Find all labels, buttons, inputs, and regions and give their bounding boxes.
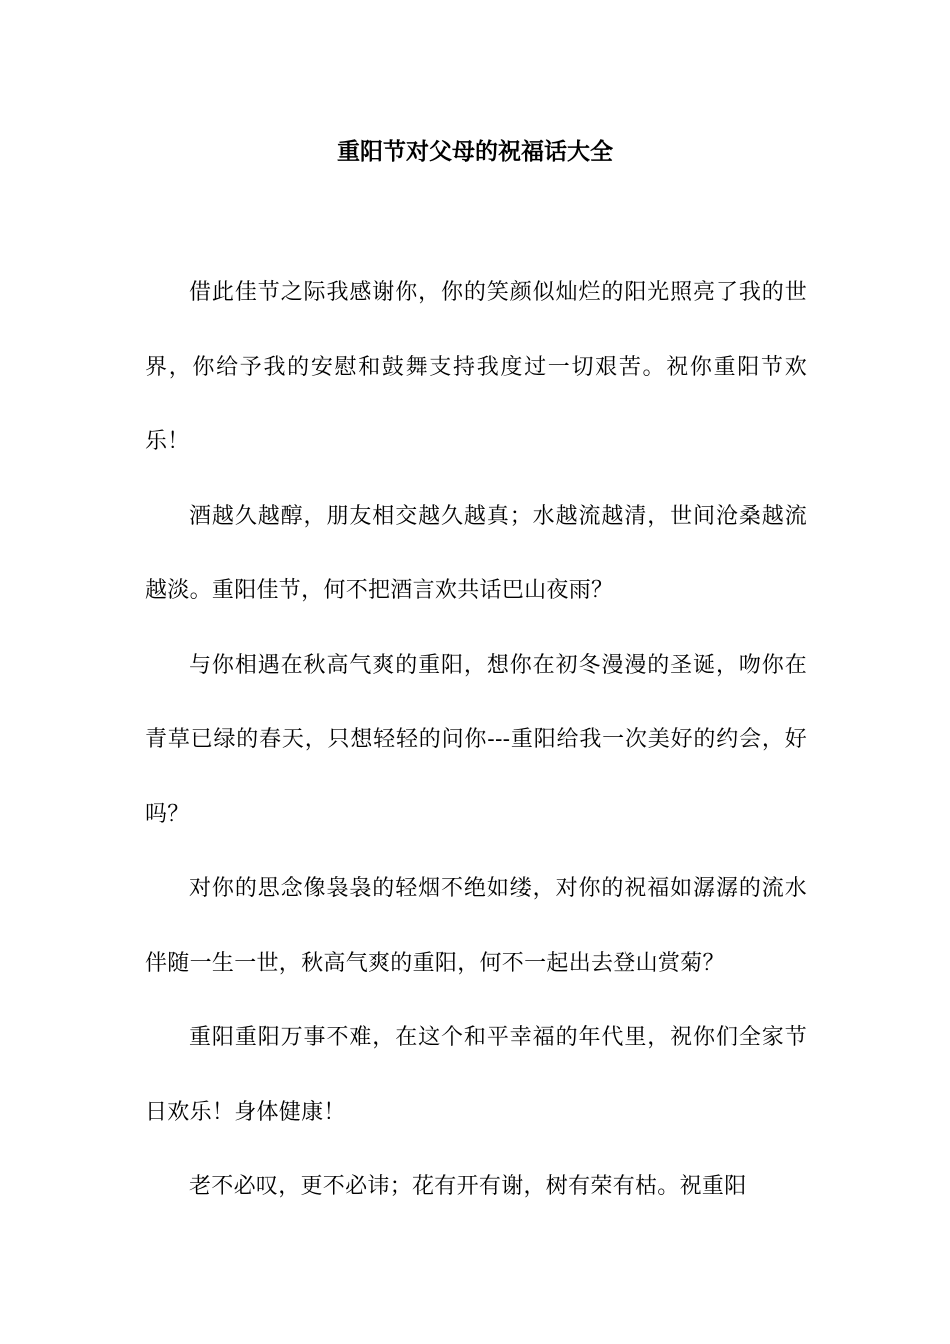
paragraph-6: 老不必叹，更不必讳；花有开有谢，树有荣有枯。祝重阳 bbox=[189, 1174, 747, 1199]
paragraph-1: 借此佳节之际我感谢你，你的笑颜似灿烂的阳光照亮了我的世界，你给予我的安慰和鼓舞支持我度过一切艰苦。祝你重阳节欢乐！ bbox=[145, 280, 807, 454]
paragraph-3: 与你相遇在秋高气爽的重阳，想你在初冬漫漫的圣诞，吻你在青草已绿的春天，只想轻轻的问你---重阳给我一次美好的约会，好吗？ bbox=[145, 652, 807, 827]
document-body bbox=[145, 256, 807, 1225]
paragraph-2: 酒越久越醇，朋友相交越久越真；水越流越清，世间沧桑越流越淡。重阳佳节，何不把酒言欢共话巴山夜雨？ bbox=[145, 503, 807, 603]
paragraph-4: 对你的思念像袅袅的轻烟不绝如缕，对你的祝福如潺潺的流水伴随一生一世，秋高气爽的重阳，何不一起出去登山赏菊？ bbox=[145, 876, 807, 976]
document-title: 重阳节对父母的祝福话大全 bbox=[337, 138, 613, 165]
paragraph-5: 重阳重阳万事不难，在这个和平幸福的年代里，祝你们全家节日欢乐！身体健康！ bbox=[145, 1025, 807, 1125]
